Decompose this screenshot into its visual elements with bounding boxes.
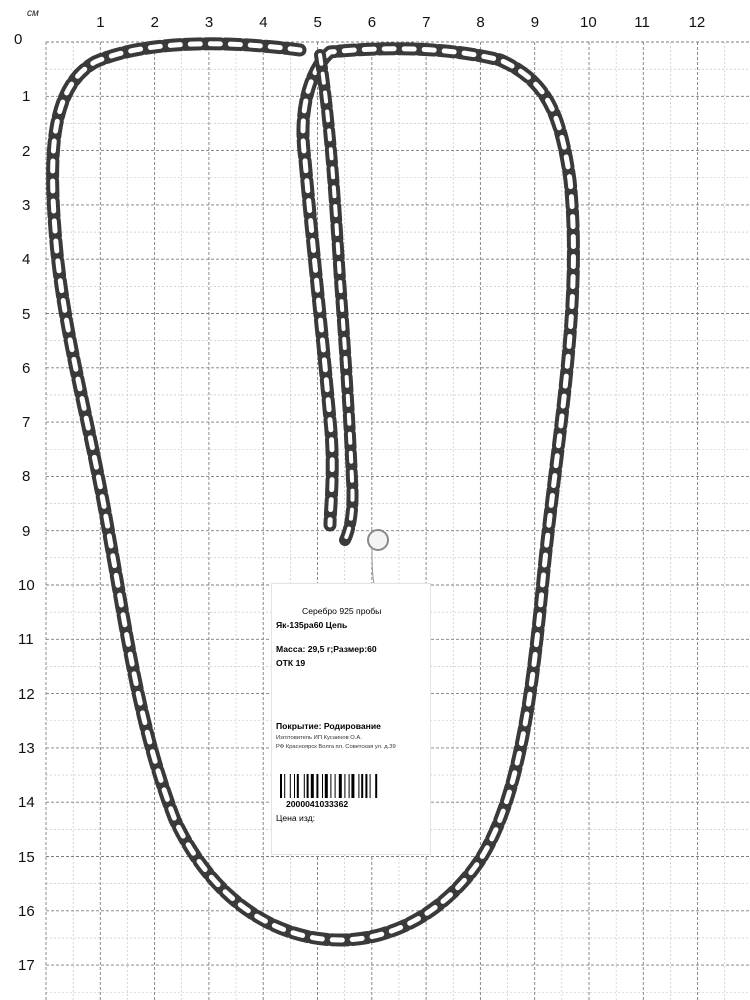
left-ruler-tick: 6 bbox=[22, 359, 31, 377]
top-ruler-tick: 8 bbox=[476, 14, 485, 31]
left-ruler-tick: 8 bbox=[22, 468, 31, 486]
left-ruler-tick: 12 bbox=[18, 685, 35, 703]
tag-manufacturer: Изготовитель ИП Кусаинов О.А. bbox=[276, 735, 362, 741]
barcode-bar bbox=[280, 774, 282, 798]
barcode-number: 2000041033362 bbox=[286, 799, 349, 809]
barcode-bar bbox=[316, 774, 318, 798]
tag-price-label: Цена изд: bbox=[276, 813, 316, 823]
barcode-bar bbox=[330, 774, 331, 798]
unit-label: см bbox=[27, 8, 39, 19]
barcode-bar bbox=[322, 774, 323, 798]
top-ruler-tick: 4 bbox=[259, 14, 268, 31]
barcode-bar bbox=[365, 774, 367, 798]
left-ruler-tick: 13 bbox=[18, 739, 35, 757]
left-ruler-tick: 4 bbox=[22, 251, 31, 269]
barcode-bar bbox=[361, 774, 363, 798]
barcode-bar bbox=[335, 774, 336, 798]
left-ruler-tick: 15 bbox=[18, 848, 35, 866]
tag-mass-size: Масса: 29,5 г;Размер:60 bbox=[276, 644, 377, 654]
barcode-bar bbox=[290, 774, 291, 798]
top-ruler-tick: 3 bbox=[204, 14, 214, 31]
top-ruler-tick: 6 bbox=[367, 14, 377, 31]
left-ruler-tick: 14 bbox=[18, 794, 35, 812]
top-ruler-tick: 5 bbox=[313, 14, 322, 31]
left-ruler-tick: 3 bbox=[22, 196, 31, 214]
barcode-bar bbox=[297, 774, 299, 798]
barcode-bar bbox=[375, 774, 377, 798]
left-ruler-tick: 10 bbox=[18, 577, 35, 594]
barcode bbox=[280, 774, 405, 798]
left-ruler-tick: 11 bbox=[18, 631, 34, 649]
barcode-bar bbox=[311, 774, 314, 798]
left-ruler-tick: 9 bbox=[22, 522, 31, 540]
tag-article: Як-135ра60 Цепь bbox=[276, 620, 348, 630]
barcode-bar bbox=[370, 774, 371, 798]
barcode-bar bbox=[325, 774, 328, 798]
top-ruler-tick: 0 bbox=[14, 31, 23, 48]
left-ruler-tick: 2 bbox=[22, 142, 31, 160]
barcode-bar bbox=[351, 774, 354, 798]
barcode-bar bbox=[349, 774, 350, 798]
clasp-ring bbox=[368, 530, 388, 550]
top-ruler-tick: 10 bbox=[580, 14, 597, 31]
top-ruler-tick: 1 bbox=[96, 14, 105, 31]
top-ruler-tick: 7 bbox=[422, 14, 431, 31]
left-ruler-tick: 1 bbox=[22, 88, 31, 106]
left-ruler-tick: 16 bbox=[18, 902, 35, 920]
price-tag bbox=[271, 583, 431, 855]
left-ruler-tick: 7 bbox=[22, 414, 31, 432]
top-ruler-tick: 2 bbox=[150, 14, 159, 31]
tag-title: Серебро 925 пробы bbox=[302, 606, 382, 616]
barcode-bar bbox=[294, 774, 295, 798]
top-ruler-tick: 9 bbox=[530, 14, 540, 31]
tag-otk: ОТК 19 bbox=[276, 658, 306, 668]
left-ruler-tick: 17 bbox=[18, 957, 35, 975]
barcode-bar bbox=[344, 774, 345, 798]
left-ruler-tick: 5 bbox=[22, 305, 31, 323]
tag-coating: Покрытие: Родирование bbox=[276, 721, 381, 731]
barcode-bar bbox=[284, 774, 285, 798]
barcode-bar bbox=[304, 774, 305, 798]
tag-address: РФ Красноярск Волга пл. Советская ул. д.39 bbox=[276, 744, 396, 750]
top-ruler-tick: 12 bbox=[688, 14, 706, 31]
barcode-bar bbox=[339, 774, 342, 798]
top-ruler-tick: 11 bbox=[634, 14, 650, 31]
barcode-bar bbox=[307, 774, 309, 798]
barcode-bar bbox=[358, 774, 359, 798]
